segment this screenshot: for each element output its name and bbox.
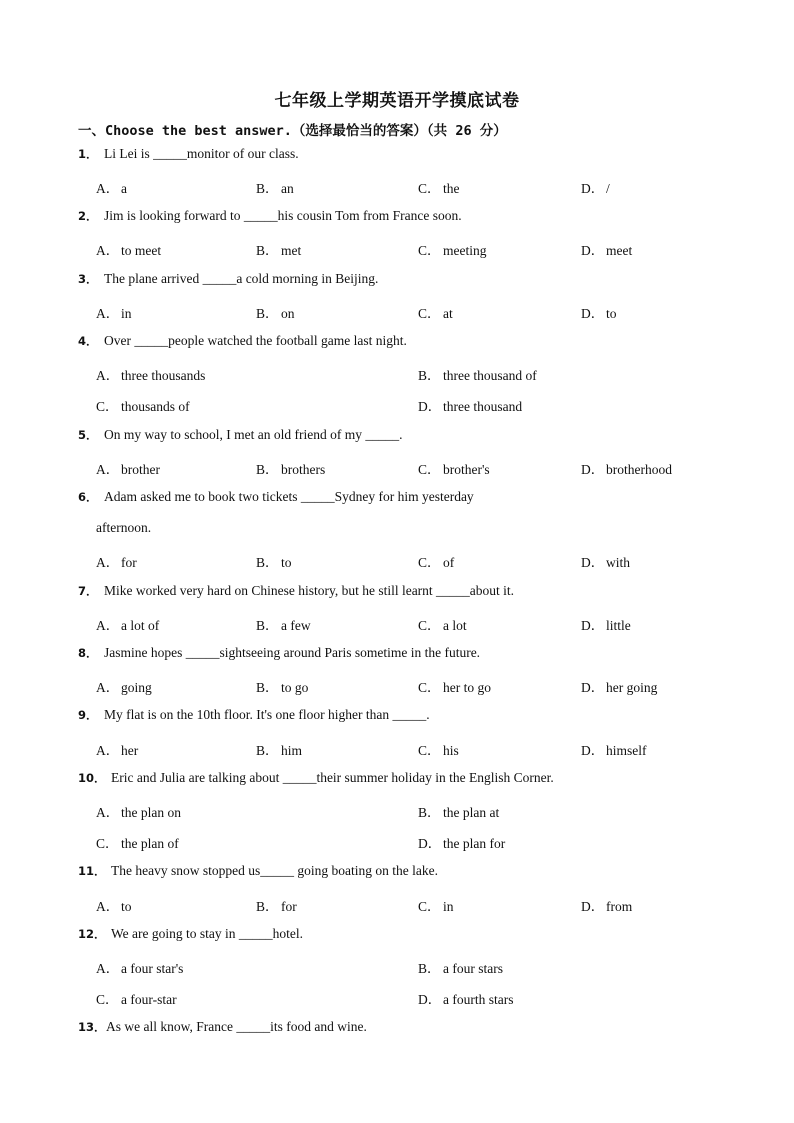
option-10a[interactable]: A． the plan on [96,805,181,820]
option-7b[interactable]: B． a few [256,618,311,633]
option-5d[interactable]: D． brotherhood [581,462,672,477]
option-11b[interactable]: B． for [256,899,297,914]
option-1b[interactable]: B． an [256,181,294,196]
option-10d[interactable]: D． the plan for [418,836,506,851]
question-10 [78,770,554,786]
question-12 [78,926,303,942]
question-text: The heavy snow stopped us_____ going boating on the lake. [111,863,438,878]
question-number: 10． [78,771,106,785]
question-3 [78,271,378,287]
question-number: 6． [78,490,98,504]
option-2c[interactable]: C． meeting [418,243,487,258]
question-number: 5． [78,428,98,442]
exam-title: 七年级上学期英语开学摸底试卷 [274,91,520,111]
option-3b[interactable]: B． on [256,306,295,321]
option-9c[interactable]: C． his [418,743,459,758]
question-text: As we all know, France _____its food and wine. [106,1019,367,1034]
question-text: The plane arrived _____a cold morning in Beijing. [104,271,379,286]
option-11a[interactable]: A． to [96,899,132,914]
option-8a[interactable]: A． going [96,680,152,695]
option-2b[interactable]: B． met [256,243,302,258]
option-1a[interactable]: A． a [96,181,127,196]
question-text: On my way to school, I met an old friend of my _____. [104,427,403,442]
question-number: 2． [78,209,98,223]
option-7c[interactable]: C． a lot [418,618,467,633]
option-9d[interactable]: D． himself [581,743,647,758]
question-text: Jasmine hopes _____sightseeing around Paris sometime in the future. [104,645,481,660]
question-number: 8． [78,646,98,660]
question-6 [78,489,474,505]
option-4d[interactable]: D． three thousand [418,399,523,414]
question-text: Eric and Julia are talking about _____their summer holiday in the English Corner. [111,770,554,785]
option-12c[interactable]: C． a four-star [96,992,177,1007]
option-12b[interactable]: B． a four stars [418,961,503,976]
option-1c[interactable]: C． the [418,181,460,196]
question-number: 12． [78,927,106,941]
option-3a[interactable]: A． in [96,306,132,321]
option-1d[interactable]: D． / [581,181,610,196]
option-6d[interactable]: D． with [581,555,631,570]
option-11c[interactable]: C． in [418,899,454,914]
question-text: Over _____people watched the football game last night. [104,333,407,348]
question-4 [78,333,407,349]
option-10b[interactable]: B． the plan at [418,805,500,820]
question-9 [78,707,430,723]
question-number: 9． [78,708,98,722]
question-11 [78,863,438,879]
question-text: Adam asked me to book two tickets _____Sydney for him yesterday [104,489,474,504]
option-8d[interactable]: D． her going [581,680,658,695]
option-5a[interactable]: A． brother [96,462,160,477]
option-12a[interactable]: A． a four star's [96,961,184,976]
option-9a[interactable]: A． her [96,743,139,758]
question-text: We are going to stay in _____hotel. [111,926,303,941]
option-4c[interactable]: C． thousands of [96,399,190,414]
question-number: 1． [78,147,98,161]
question-13 [78,1019,367,1035]
question-5 [78,427,402,443]
option-5b[interactable]: B． brothers [256,462,326,477]
question-1 [78,146,299,162]
option-12d[interactable]: D． a fourth stars [418,992,514,1007]
option-6b[interactable]: B． to [256,555,292,570]
question-text: Mike worked very hard on Chinese history, but he still learnt _____about it. [104,583,515,598]
option-6a[interactable]: A． for [96,555,137,570]
option-2d[interactable]: D． meet [581,243,633,258]
option-3c[interactable]: C． at [418,306,453,321]
question-2 [78,208,462,224]
option-6c[interactable]: C． of [418,555,455,570]
option-8c[interactable]: C． her to go [418,680,491,695]
question-text: Jim is looking forward to _____his cousin Tom from France soon. [104,208,462,223]
option-7a[interactable]: A． a lot of [96,618,160,633]
option-7d[interactable]: D． little [581,618,631,633]
question-number: 3． [78,272,98,286]
option-2a[interactable]: A． to meet [96,243,162,258]
option-11d[interactable]: D． from [581,899,633,914]
section-heading: 一、Choose the best answer.（选择最恰当的答案）（共 26 分） [78,123,507,139]
option-9b[interactable]: B． him [256,743,303,758]
question-7 [78,583,514,599]
option-10c[interactable]: C． the plan of [96,836,179,851]
option-4a[interactable]: A． three thousands [96,368,206,383]
question-number: 11． [78,864,106,878]
option-4b[interactable]: B． three thousand of [418,368,537,383]
option-8b[interactable]: B． to go [256,680,309,695]
option-3d[interactable]: D． to [581,306,617,321]
question-8 [78,645,480,661]
question-number: 13． [78,1020,106,1034]
question-text: Li Lei is _____monitor of our class. [104,146,299,161]
question-text: My flat is on the 10th floor. It's one floor higher than _____. [104,707,430,722]
question-6-continuation: afternoon. [96,520,152,535]
question-number: 7． [78,584,98,598]
question-number: 4． [78,334,98,348]
option-5c[interactable]: C． brother's [418,462,490,477]
